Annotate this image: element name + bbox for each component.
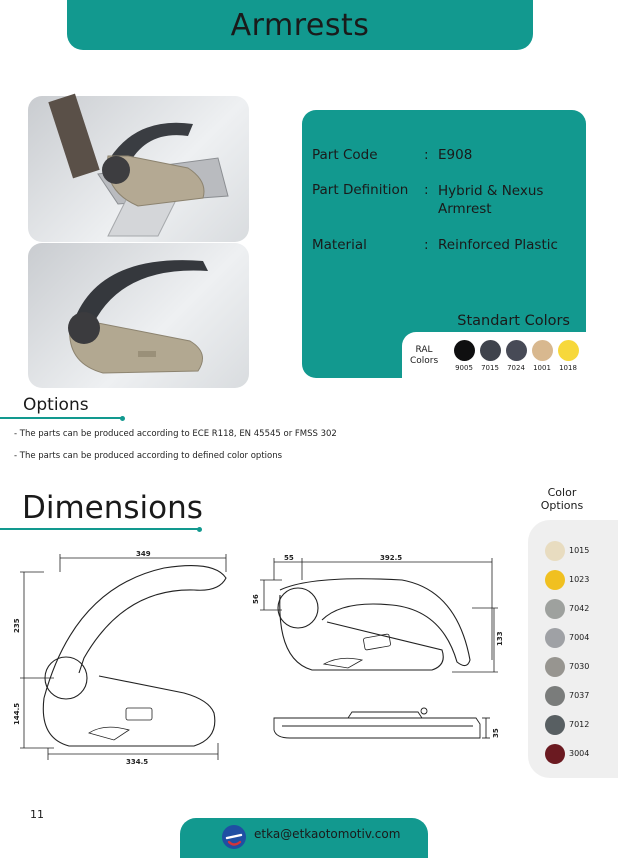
contact-email[interactable]: etka@etkaotomotiv.com bbox=[254, 827, 401, 841]
part-definition-value: Hybrid & Nexus Armrest bbox=[438, 183, 544, 217]
part-code-value: E908 bbox=[438, 147, 473, 163]
ral-code-1001: 1001 bbox=[533, 364, 551, 372]
ral-swatch-7024 bbox=[506, 340, 527, 361]
color-option-code-1015: 1015 bbox=[569, 546, 590, 555]
part-code-row bbox=[312, 147, 573, 163]
side-view-drawing bbox=[14, 548, 236, 770]
dim-top-width: 349 bbox=[136, 550, 151, 558]
ral-code-7024: 7024 bbox=[507, 364, 525, 372]
base-view-drawing bbox=[268, 700, 498, 746]
dim-height-lower: 144.5 bbox=[13, 702, 21, 725]
part-code-label: Part Code bbox=[312, 147, 378, 163]
color-option-swatch-7030 bbox=[545, 657, 565, 677]
part-info-panel bbox=[302, 110, 586, 378]
ral-swatch-1018 bbox=[558, 340, 579, 361]
color-option-swatch-7042 bbox=[545, 599, 565, 619]
color-option-code-7012: 7012 bbox=[569, 720, 590, 729]
material-row bbox=[312, 237, 573, 253]
ral-code-9005: 9005 bbox=[455, 364, 473, 372]
options-rule-dot bbox=[120, 416, 125, 421]
color-option-swatch-3004 bbox=[545, 744, 565, 764]
part-definition-row bbox=[312, 182, 573, 218]
ral-code-1018: 1018 bbox=[559, 364, 577, 372]
profile-view-drawing bbox=[252, 550, 502, 680]
color-option-swatch-1023 bbox=[545, 570, 565, 590]
material-value: Reinforced Plastic bbox=[438, 237, 558, 253]
dim-width: 392.5 bbox=[380, 554, 403, 562]
separator: : bbox=[424, 147, 429, 163]
separator: : bbox=[424, 182, 429, 198]
ral-label: RAL Colors bbox=[410, 345, 439, 366]
armrest-photo-side bbox=[28, 243, 249, 388]
options-rule bbox=[0, 417, 122, 419]
material-label: Material bbox=[312, 237, 367, 253]
dim-height: 133 bbox=[496, 631, 504, 646]
color-option-swatch-7012 bbox=[545, 715, 565, 735]
separator: : bbox=[424, 237, 429, 253]
color-option-code-7042: 7042 bbox=[569, 604, 590, 613]
dimensions-heading: Dimensions bbox=[22, 490, 203, 526]
title-bar bbox=[67, 0, 533, 50]
color-option-code-3004: 3004 bbox=[569, 749, 590, 758]
dimensions-rule-dot bbox=[197, 527, 202, 532]
page-number: 11 bbox=[30, 808, 44, 821]
color-option-code-7030: 7030 bbox=[569, 662, 590, 671]
color-options-title: Color Options bbox=[540, 486, 584, 512]
dimensions-rule bbox=[0, 528, 198, 530]
option-bullet-2: - The parts can be produced according to defined color options bbox=[14, 451, 283, 461]
dim-bottom-width: 334.5 bbox=[126, 758, 149, 766]
color-option-code-7004: 7004 bbox=[569, 633, 590, 642]
color-option-swatch-7004 bbox=[545, 628, 565, 648]
dim-pad: 56 bbox=[252, 594, 260, 604]
standard-colors-title: Standart Colors bbox=[457, 313, 570, 329]
etka-e-logo-icon bbox=[220, 823, 248, 851]
page-title: Armrests bbox=[230, 7, 370, 43]
ral-code-7015: 7015 bbox=[481, 364, 499, 372]
color-option-swatch-7037 bbox=[545, 686, 565, 706]
color-option-code-1023: 1023 bbox=[569, 575, 590, 584]
option-bullet-1: - The parts can be produced according to ECE R118, EN 45545 or FMSS 302 bbox=[14, 429, 337, 439]
color-option-swatch-1015 bbox=[545, 541, 565, 561]
ral-swatch-1001 bbox=[532, 340, 553, 361]
dim-offset: 55 bbox=[284, 554, 294, 562]
options-heading: Options bbox=[23, 395, 89, 415]
ral-colors-box bbox=[402, 332, 586, 378]
part-definition-label: Part Definition bbox=[312, 182, 409, 198]
armrest-photo-angled bbox=[28, 96, 249, 242]
dim-height-upper: 235 bbox=[13, 618, 21, 633]
footer-bar bbox=[180, 818, 428, 858]
ral-swatch-9005 bbox=[454, 340, 475, 361]
dim-thickness: 35 bbox=[492, 728, 500, 738]
ral-swatch-7015 bbox=[480, 340, 501, 361]
color-option-code-7037: 7037 bbox=[569, 691, 590, 700]
color-options-panel bbox=[528, 520, 618, 778]
